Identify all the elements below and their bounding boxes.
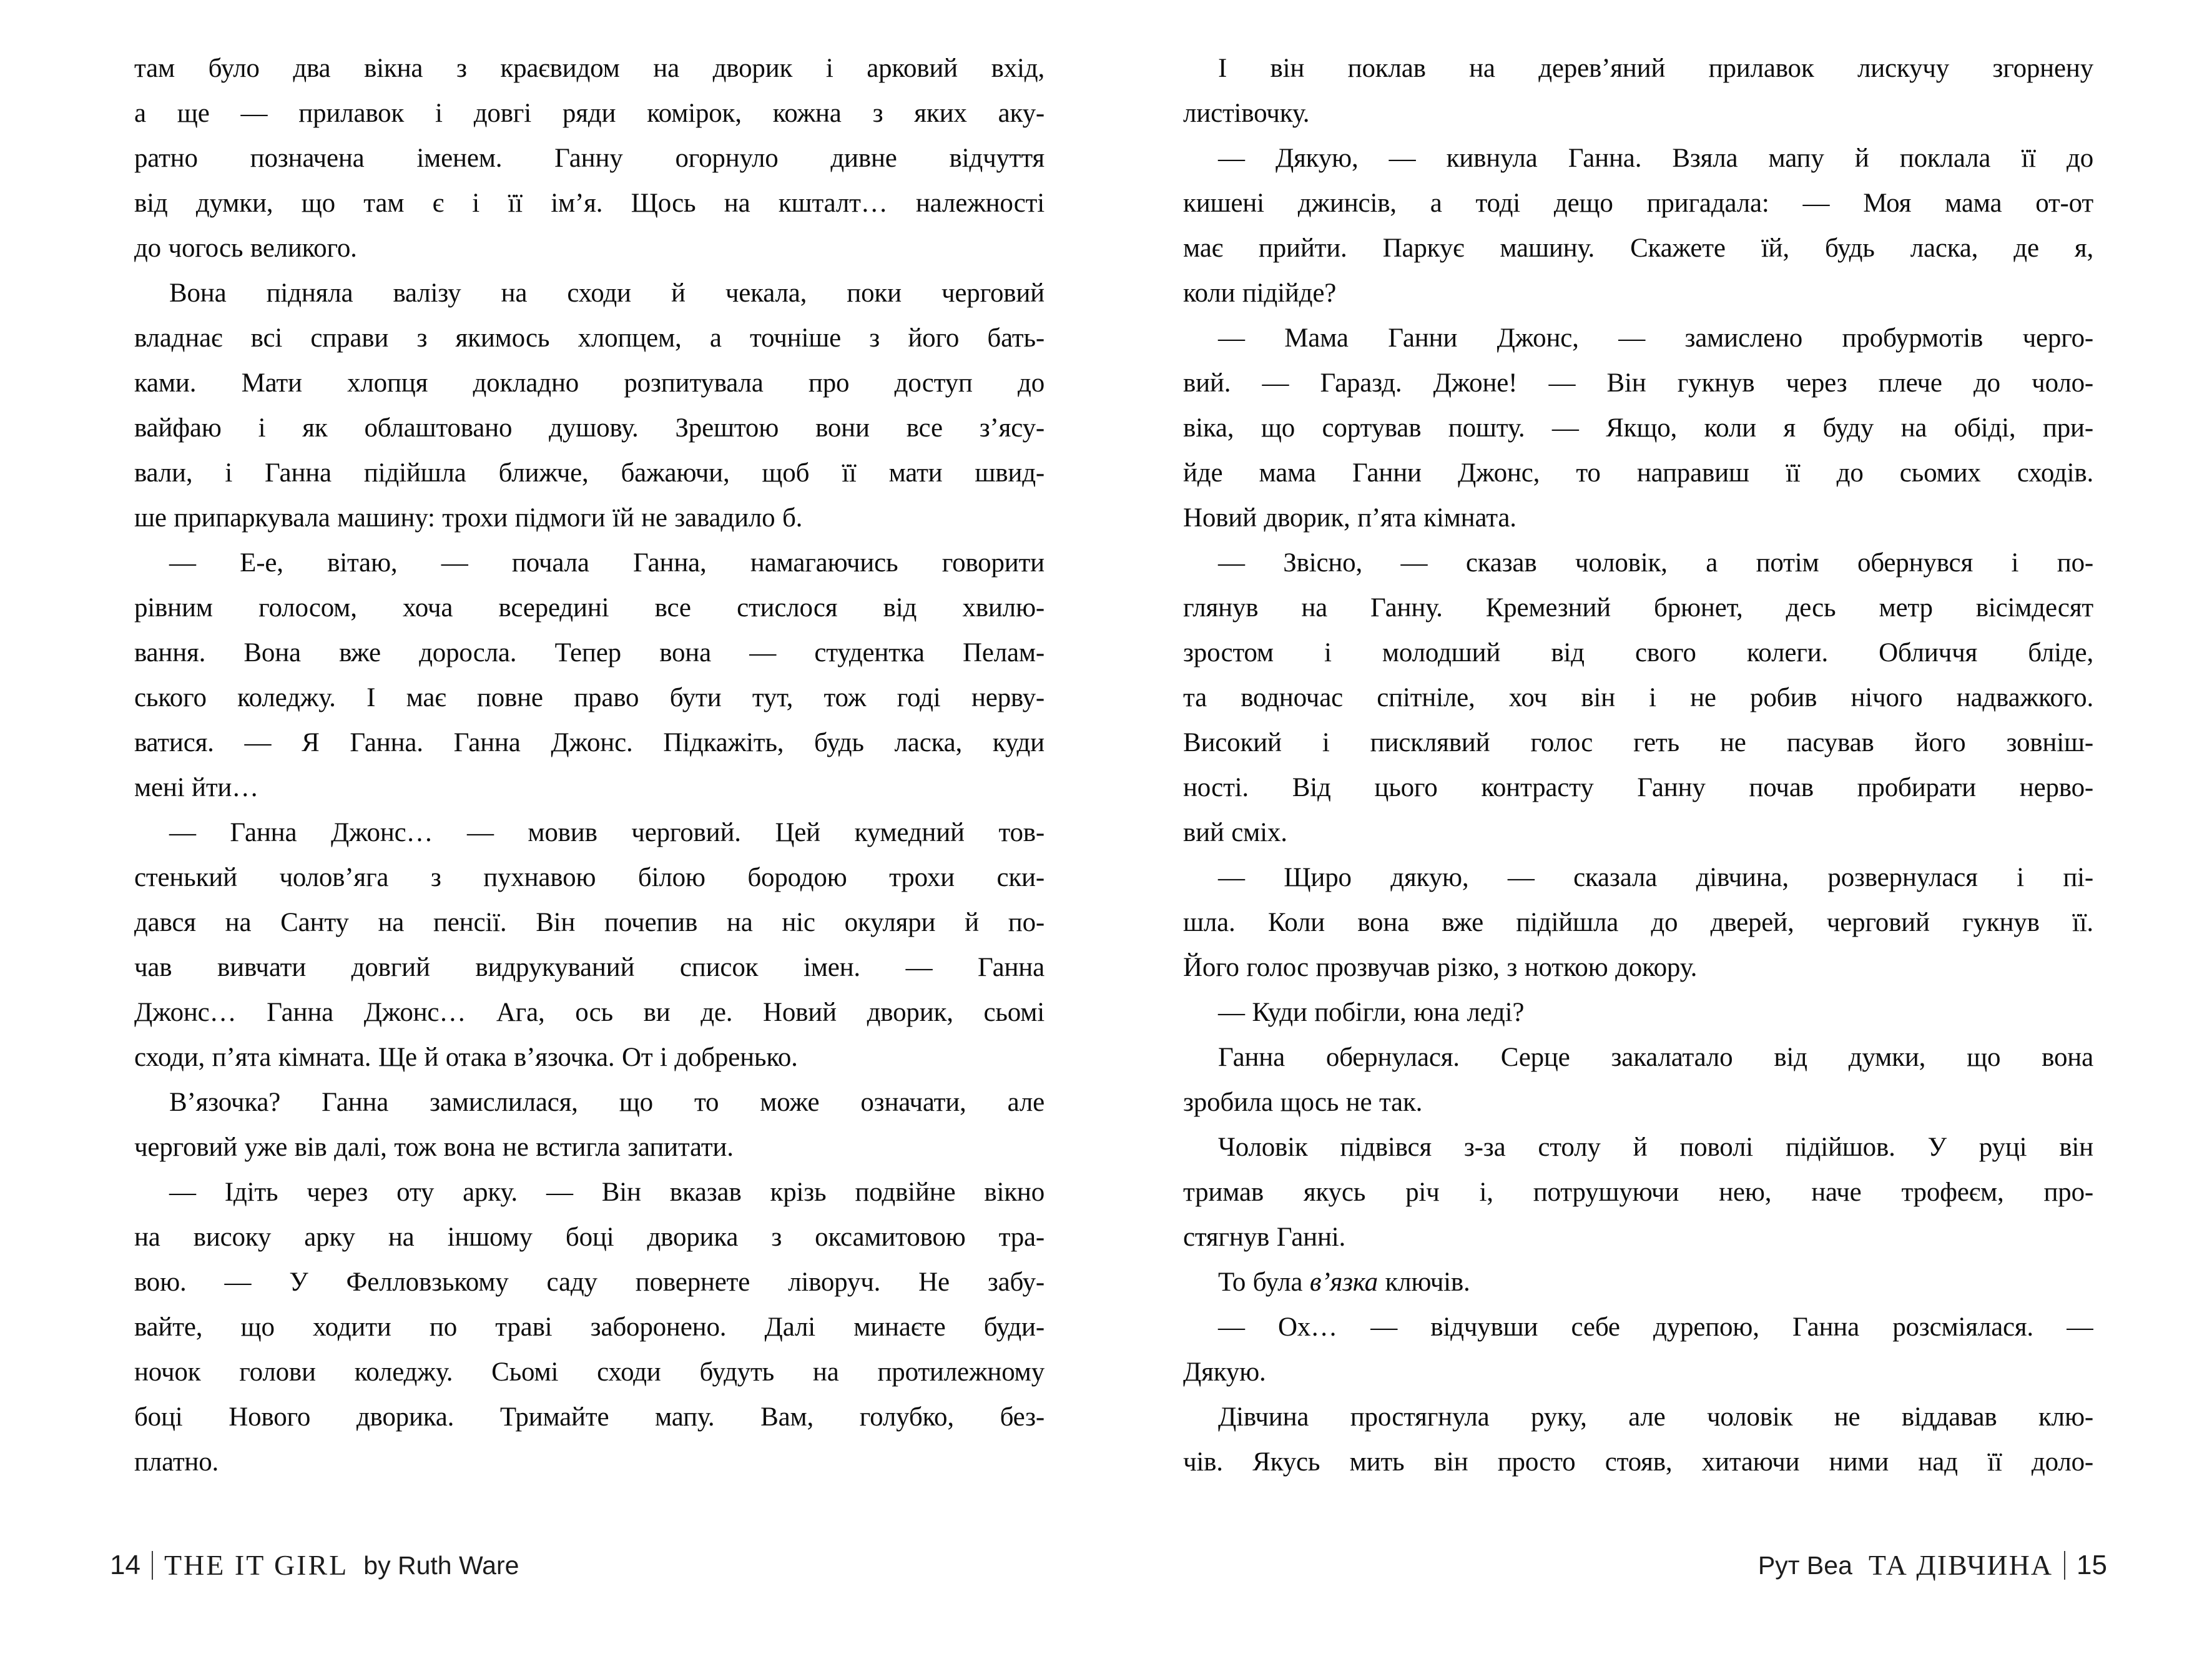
- text-line: вий сміх.: [1183, 818, 1287, 847]
- text-line: та водночас спітніле, хоч він і не робив нічого надважкого.: [1183, 683, 2093, 712]
- text-line: вали, і Ганна підійшла ближче, бажаючи, щоб її мати швид-: [134, 458, 1045, 488]
- text-line: сходи, п’ята кімната. Ще й отака в’язочка. От і добренько.: [134, 1043, 798, 1072]
- text-line: Ганна обернулася. Серце закалатало від думки, що вона: [1218, 1043, 2093, 1072]
- text-line: глянув на Ганну. Кремезний брюнет, десь метр вісімдесят: [1183, 593, 2093, 623]
- text-line: [1183, 1260, 2093, 1305]
- page-right-body-text: [1183, 46, 2093, 1485]
- text-line: вою. — У Фелловзькому саду повернете ліворуч. Не забу-: [134, 1268, 1045, 1297]
- text-line: віка, що сортував пошту. — Якщо, коли я буду на обіді, при-: [1183, 413, 2093, 443]
- text-line: — Куди побігли, юна леді?: [1218, 998, 1525, 1027]
- text-line: стенький чолов’яга з пухнавою білою бородою трохи ски-: [134, 863, 1045, 892]
- text-line: Його голос прозвучав різко, з ноткою докору.: [1183, 953, 1698, 982]
- page-left-body-text: [134, 46, 1045, 1485]
- text-line: коли підійде?: [1183, 278, 1337, 308]
- text-line: Новий дворик, п’ята кімната.: [1183, 503, 1516, 533]
- text-line: дався на Санту на пенсії. Він почепив на ніс окуляри й по-: [134, 908, 1045, 937]
- text-line: від думки, що там є і її ім’я. Щось на кшталт… належності: [134, 189, 1045, 218]
- text-line: — Звісно, — сказав чоловік, а потім обернувся і по-: [1218, 548, 2093, 578]
- page-number-right: 15: [2077, 1550, 2107, 1580]
- book-author-byline: by Ruth Ware: [363, 1551, 519, 1580]
- text-line: Джонс… Ганна Джонс… Ага, ось ви де. Новий дворик, сьомі: [134, 998, 1045, 1027]
- text-line: зростом і молодший від свого колеги. Обличчя бліде,: [1183, 638, 2093, 667]
- text-line: до чогось великого.: [134, 234, 357, 263]
- text-line: чів. Якусь мить він просто стояв, хитаючи ними над її доло-: [1183, 1447, 2093, 1477]
- text-line: мені йти…: [134, 773, 259, 802]
- italic-phrase: в’язка: [1309, 1268, 1378, 1297]
- text-line: чав вивчати довгий видрукуваний список імен. — Ганна: [134, 953, 1045, 982]
- text-line: листівочку.: [1183, 99, 1310, 128]
- book-title-translated: ТА ДІВЧИНА: [1868, 1549, 2053, 1581]
- text-line: вайфаю і як облаштовано душову. Зрештою вони все з’ясу-: [134, 413, 1045, 443]
- text-line: — Ганна Джонс… — мовив черговий. Цей кумедний тов-: [169, 818, 1045, 847]
- text-line: вайте, що ходити по траві заборонено. Далі минаєте буди-: [134, 1312, 1045, 1342]
- text-line: Дякую.: [1183, 1357, 1266, 1387]
- text-line: рівним голосом, хоча всередині все стислося від хвилю-: [134, 593, 1045, 623]
- text-line: В’язочка? Ганна замислилася, що то може означати, але: [169, 1088, 1045, 1117]
- footer-separator-bar: [152, 1551, 153, 1580]
- text-line: платно.: [134, 1447, 219, 1477]
- text-line: а ще — прилавок і довгі ряди комірок, кожна з яких аку-: [134, 99, 1045, 128]
- text-line: владнає всі справи з якимось хлопцем, а точніше з його бать-: [134, 323, 1045, 353]
- text-line: зробила щось не так.: [1183, 1088, 1423, 1117]
- book-title-original: THE IT GIRL: [164, 1549, 349, 1581]
- text-line: вання. Вона вже доросла. Тепер вона — студентка Пелам-: [134, 638, 1045, 667]
- text-line: ватися. — Я Ганна. Ганна Джонс. Підкажіть, будь ласка, куди: [134, 728, 1045, 757]
- text-line: ратно позначена іменем. Ганну огорнуло дивне відчуття: [134, 144, 1045, 173]
- text-line: кишені джинсів, а тоді дещо пригадала: — Моя мама от-от: [1183, 189, 2093, 218]
- page-left-footer: [110, 1548, 519, 1582]
- text-line: — Дякую, — кивнула Ганна. Взяла мапу й поклала її до: [1218, 144, 2093, 173]
- text-line: Дівчина простягнула руку, але чоловік не віддавав клю-: [1218, 1402, 2093, 1432]
- text-segment: То була: [1218, 1268, 1310, 1297]
- text-line: там було два вікна з краєвидом на дворик і арковий вхід,: [134, 54, 1045, 83]
- text-line: ності. Від цього контрасту Ганну почав пробирати нерво-: [1183, 773, 2093, 802]
- text-line: йде мама Ганни Джонс, то направиш її до сьомих сходів.: [1183, 458, 2093, 488]
- text-line: Чоловік підвівся з-за столу й поволі підійшов. У руці він: [1218, 1133, 2093, 1162]
- text-line: тримав якусь річ і, потрушуючи нею, наче трофеєм, про-: [1183, 1178, 2093, 1207]
- text-line: Вона підняла валізу на сходи й чекала, поки черговий: [169, 278, 1045, 308]
- text-line: має прийти. Паркує машину. Скажете їй, будь ласка, де я,: [1183, 234, 2093, 263]
- text-line: ше припаркувала машину: трохи підмоги їй не завадило б.: [134, 503, 803, 533]
- text-line: — Щиро дякую, — сказала дівчина, розвернулася і пі-: [1218, 863, 2093, 892]
- text-line: — Ідіть через оту арку. — Він вказав крізь подвійне вікно: [169, 1178, 1045, 1207]
- text-line: черговий уже вів далі, тож вона не встигла запитати.: [134, 1133, 734, 1162]
- page-number-left: 14: [110, 1550, 140, 1580]
- footer-separator-bar: [2064, 1551, 2065, 1580]
- text-line: ночок голови коледжу. Сьомі сходи будуть на протилежному: [134, 1357, 1045, 1387]
- text-line: на високу арку на іншому боці дворика з оксамитовою тра-: [134, 1223, 1045, 1252]
- page-right-footer: [1758, 1548, 2107, 1582]
- text-line: ками. Мати хлопця докладно розпитувала про доступ до: [134, 368, 1045, 398]
- text-line: стягнув Ганні.: [1183, 1223, 1346, 1252]
- text-segment: ключів.: [1377, 1268, 1470, 1297]
- text-line: — Ох… — відчувши себе дурепою, Ганна розсміялася. —: [1218, 1312, 2093, 1342]
- text-line: — Е-е, вітаю, — почала Ганна, намагаючись говорити: [169, 548, 1045, 578]
- text-line: Високий і писклявий голос геть не пасував його зовніш-: [1183, 728, 2093, 757]
- text-line: шла. Коли вона вже підійшла до дверей, черговий гукнув її.: [1183, 908, 2093, 937]
- text-line: І він поклав на дерев’яний прилавок лискучу згорнену: [1218, 54, 2093, 83]
- text-line: вий. — Гаразд. Джоне! — Він гукнув через плече до чоло-: [1183, 368, 2093, 398]
- text-line: ського коледжу. І має повне право бути тут, тож годі нерву-: [134, 683, 1045, 712]
- text-line: боці Нового дворика. Тримайте мапу. Вам, голубко, без-: [134, 1402, 1045, 1432]
- text-line: — Мама Ганни Джонс, — замислено пробурмотів черго-: [1218, 323, 2093, 353]
- book-author-translated: Рут Веа: [1757, 1551, 1852, 1580]
